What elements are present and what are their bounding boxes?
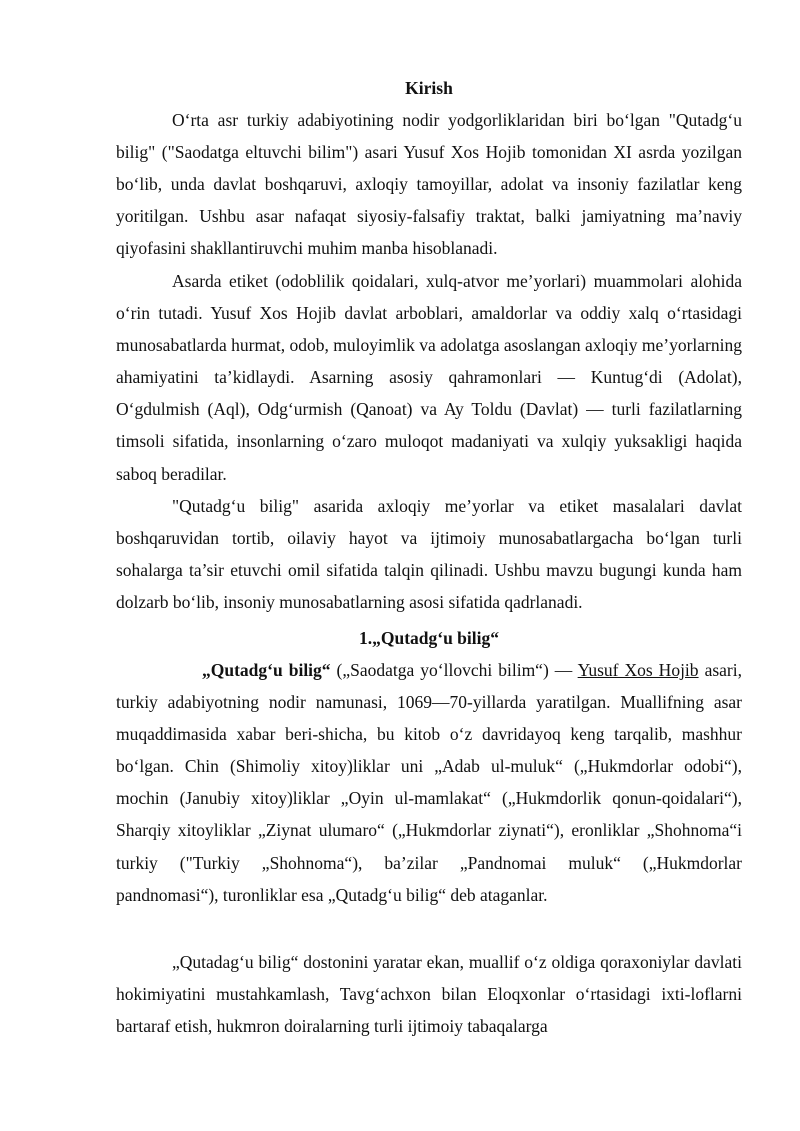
work-title-bold: „Qutadg‘u bilig“: [202, 660, 331, 680]
section-paragraph-part2: asari, turkiy adabiyotning nodir namunasi, 1069—70-yillarda yaratilgan. Muallifning asar muqaddimasida xabar beri-shicha, bu kitob o‘z davridayoq keng tarqalib, mashhur bo‘lgan. Chin (Shimoliy xitoy)liklar uni „Adab ul-muluk“ („Hukmdorlar odobi“), mochin (Janubiy xitoy)liklar „Oyin ul-mamlakat“ („Hukmdorlik qonun-qoidalari“), Sharqiy xitoyliklar „Ziynat ulumaro“ („Hukmdorlar ziynati“), eronliklar „Shohnoma“i turkiy ("Turkiy „Shohnoma“), ba’zilar „Pandnomai muluk“ („Hukmdorlar pandnomasi“), turonliklar esa „Qutadg‘u bilig“ deb ataganlar.: [116, 660, 742, 905]
intro-paragraph-2: [116, 265, 742, 490]
author-link[interactable]: Yusuf Xos Hojib: [577, 660, 699, 680]
section-title: 1.„Qutadg‘u bilig“: [358, 628, 500, 648]
section-paragraph-part1: („Saodatga yo‘llovchi bilim“) —: [330, 660, 578, 680]
last-paragraph: [116, 946, 742, 1042]
intro-paragraph-1: [116, 104, 742, 264]
intro-paragraph-2-text: Asarda etiket (odoblilik qoidalari, xulq-atvor me’yorlari) muammolari alohida o‘rin tutadi. Yusuf Xos Hojib davlat arboblari, amaldorlar va oddiy xalq o‘rtasidagi munosabatlarda hurmat, odob, muloyimlik va adolatga asoslangan axloqiy me’yorlarning ahamiyatini ta’kidlaydi. Asarning asosiy qahramonlari — Kuntug‘di (Adolat), O‘gdulmish (Aql), Odg‘urmish (Qanoat) va Ay Toldu (Davlat) — turli fazilatlarning timsoli sifatida, insonlarning o‘zaro muloqot madaniyati va xulqiy yuksakligi haqida saboq beradilar.: [116, 271, 742, 484]
intro-paragraph-3: [116, 490, 742, 618]
last-paragraph-text: „Qutadag‘u bilig“ dostonini yaratar ekan, muallif o‘z oldiga qoraxoniylar davlati hokimiyatini mustahkamlash, Tavg‘achxon bilan Eloqxonlar o‘rtasidagi ixti-loflarni bartaraf etish, hukmron doiralarning turli ijtimoiy tabaqalarga: [116, 952, 742, 1037]
section-paragraph: [116, 654, 742, 911]
intro-paragraph-1-text: O‘rta asr turkiy adabiyotining nodir yodgorliklaridan biri bo‘lgan "Qutadg‘u bilig" ("Saodatga eltuvchi bilim") asari Yusuf Xos Hojib tomonidan XI asrda yozilgan bo‘lib, unda davlat boshqaruvi, axloqiy tamoyillar, adolat va insoniy fazilatlar keng yoritilgan. Ushbu asar nafaqat siyosiy-falsafiy traktat, balki jamiyatning ma’naviy qiyofasini shakllantiruvchi muhim manba hisoblanadi.: [116, 110, 742, 259]
intro-title: Kirish: [405, 78, 453, 98]
intro-paragraph-3-text: "Qutadg‘u bilig" asarida axloqiy me’yorlar va etiket masalalari davlat boshqaruvidan tortib, oilaviy hayot va ijtimoiy munosabatlargacha bo‘lgan turli sohalarga ta’sir etuvchi omil sifatida talqin qilinadi. Ushbu mavzu bugungi kunda ham dolzarb bo‘lib, insoniy munosabatlarning asosi sifatida qadrlanadi.: [116, 496, 742, 613]
